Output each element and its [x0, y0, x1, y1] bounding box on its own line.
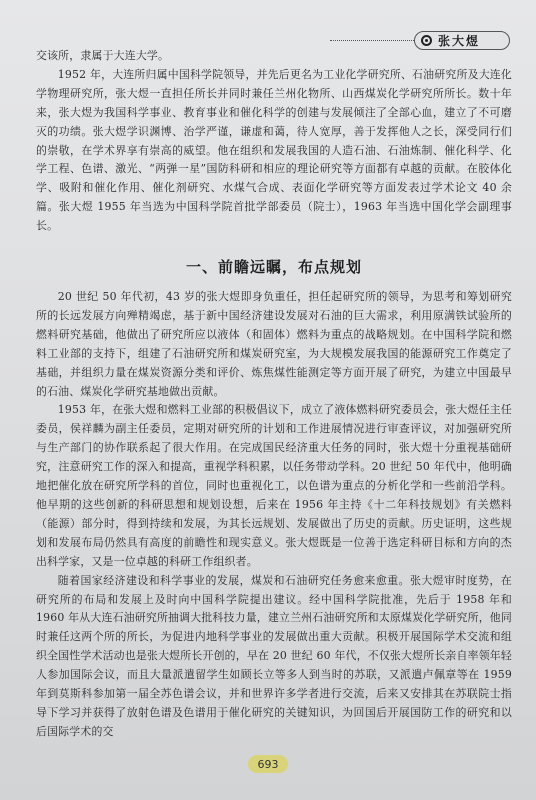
section-title: 一、前瞻远瞩，布点规划	[185, 258, 362, 276]
paragraph: 20 世纪 50 年代初，43 岁的张大煜即身负重任，担任起研究所的领导，为思考和筹划研究所的长远发展方向殚精竭虑，基于新中国经济建设发展对石油的巨大需求，利用原满铁试验所的燃料研究基础，他做出了研究所应以液体（和固体）燃料为重点的战略规划。在中国科学院和燃料工业部的支持下，组建了石油研究所和煤炭研究室，为大规模发展我国的能源研究工作奠定了基础，并组织力量在煤炭资源分类和评价、炼焦煤性能测定等方面开展了研究，为建立中国最早的石油、煤炭化学研究基地做出贡献。	[36, 290, 512, 398]
circle-bullet-icon	[421, 35, 432, 46]
text-block-top	[36, 47, 512, 236]
header-rule	[330, 40, 414, 41]
text-block-main	[36, 288, 512, 742]
paragraph: 1953 年，在张大煜和燃料工业部的积极倡议下，成立了液体燃料研究委员会，张大煜任主任委员，侯祥麟为副主任委员，定期对研究所的计划和工作进展情况进行审查评议，对加强研究所与生产部门的协作联系起了很大作用。在完成国民经济重大任务的同时，张大煜十分重视基础研究，注意研究工作的深入和提高，重视学科积累，以任务带动学科。20 世纪 50 年代中，他明确地把催化放在研究所学科的首位，同时也重视化工，以色谱为重点的分析化学和一些前沿学科。他早期的这些创新的科研思想和规划设想，后来在 1956 年主持《十二年科技规划》有关燃料（能源）部分时，得到持续和发展，为其长远规划、发展做出了历史的贡献。历史证明，这些规划和发展布局仍然具有高度的前瞻性和现实意义。张大煜既是一位善于选定科研目标和方向的杰出科学家，又是一位卓越的科研工作组织者。	[36, 403, 512, 568]
paragraph: 1952 年，大连所归属中国科学院领导，并先后更名为工业化学研究所、石油研究所及大连化学物理研究所，张大煜一直担任所长并同时兼任兰州化物所、山西煤炭化学研究所所长。数十年来，张大煜为我国科学事业、教育事业和催化科学的创建与发展倾注了全部心血，建立了不可磨灭的功绩。张大煜学识渊博、治学严谨，谦虚和蔼，待人宽厚，善于发挥他人之长，深受同行们的崇敬，在学术界享有崇高的威望。他在组织和发展我国的人造石油、石油炼制、催化科学、化学工程、色谱、激光、“两弹一星”国防科研和相应的理论研究等方面都有卓越的贡献。在胶体化学、吸附和催化作用、催化剂研究、水煤气合成、表面化学研究等方面发表过学术论文 40 余篇。张大煜 1955 年当选为中国科学院首批学部委员（院士），1963 年当选中国化学会副理事长。	[36, 67, 512, 233]
paragraph: 交该所，隶属于大连大学。	[36, 49, 170, 62]
page-number: 693	[248, 755, 288, 773]
paragraph: 随着国家经济建设和科学事业的发展，煤炭和石油研究任务愈来愈重。张大煜审时度势，在研究所的布局和发展上及时向中国科学院提出建议。经中国科学院批准，先后于 1958 年和 1960 年从大连石油研究所抽调大批科技力量，建立兰州石油研究所和太原煤炭化学研究所，他同时兼任这两个所的所长，为促进内地科学事业的发展做出重大贡献。积极开展国际学术交流和组织全国性学术活动也是张大煜所长开创的，早在 20 世纪 60 年代，不仅张大煜所长亲自率领年轻人参加国际会议，而且大量派遣留学生如顾长立等多人到当时的苏联，又派遣卢佩章等在 1959 年到莫斯科参加第一届全苏色谱会议，并和世界许多学者进行交流，后来又安排其在苏联院士指导下学习并获得了放射色谱及色谱用于催化研究的关键知识，为回国后开展国防工作的研究和以后国际学术的交	[36, 573, 512, 738]
header-name: 张大煜	[438, 34, 481, 48]
